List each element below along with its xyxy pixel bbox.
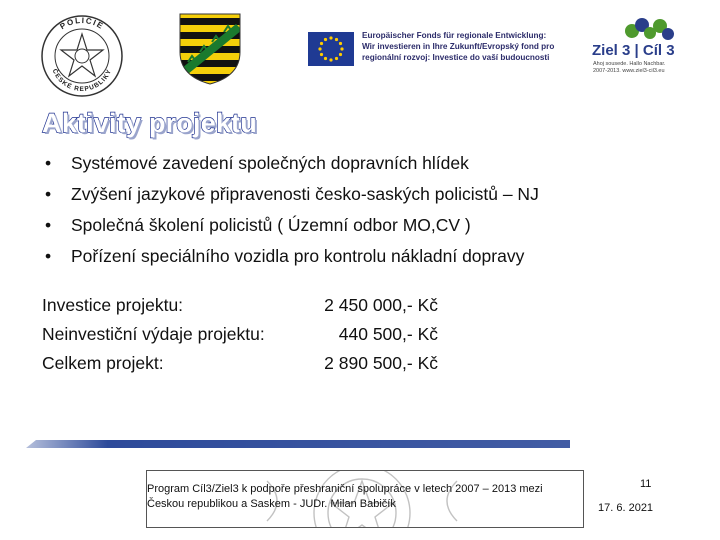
activity-item: • Společná školení policistů ( Územní odbor MO,CV ) bbox=[42, 210, 539, 241]
cost-label: Investice projektu: bbox=[42, 295, 184, 315]
cost-value: 2 890 500,- Kč bbox=[324, 353, 438, 373]
eu-fund-line: regionální rozvoj: Investice do vaší budoucnosti bbox=[362, 53, 550, 62]
police-logo-top-text: POLICIE bbox=[58, 15, 106, 32]
eu-fund-line: Europäischer Fonds für regionale Entwicklung: bbox=[362, 31, 547, 40]
activity-item: • Zvýšení jazykové připravenosti česko-saských policistů – NJ bbox=[42, 179, 539, 210]
ziel3-subtitle-line: Ahoj sousede. Hallo Nachbar. bbox=[593, 61, 666, 67]
eu-flag-icon bbox=[308, 32, 354, 66]
decorative-stripe bbox=[26, 440, 570, 448]
footer-line: Program Cíl3/Ziel3 k podpoře přeshraniční spolupráce v letech 2007 – 2013 mezi bbox=[147, 483, 543, 495]
activity-item: • Pořízení speciálního vozidla pro kontrolu nákladní dopravy bbox=[42, 241, 539, 272]
footer-box bbox=[146, 470, 584, 528]
cost-value: 2 450 000,- Kč bbox=[324, 295, 438, 315]
ziel3-title: Ziel 3 | Cíl 3 bbox=[592, 42, 675, 59]
cost-value: 440 500,- Kč bbox=[338, 324, 438, 344]
footer-line: Českou republikou a Saskem - JUDr. Milan Babičík bbox=[147, 498, 396, 510]
eu-fund-text bbox=[362, 30, 582, 63]
saxony-coat-of-arms-icon bbox=[178, 12, 242, 86]
eu-fund-line: Wir investieren in Ihre Zukunft/Evropský fond pro bbox=[362, 42, 555, 51]
activity-list bbox=[42, 148, 539, 272]
cost-label: Celkem projekt: bbox=[42, 353, 164, 373]
ziel3-subtitle bbox=[593, 61, 665, 75]
slide-number: 11 bbox=[640, 478, 652, 490]
ziel3-logo bbox=[590, 14, 710, 78]
footer-text bbox=[147, 482, 583, 512]
cost-label: Neinvestiční výdaje projektu: bbox=[42, 324, 265, 344]
eu-fund-banner bbox=[308, 30, 578, 72]
police-badge-icon bbox=[40, 14, 124, 98]
activity-item: • Systémové zavedení společných dopravních hlídek bbox=[42, 148, 539, 179]
ziel3-subtitle-line: 2007-2013. www.ziel3-cil3.eu bbox=[593, 68, 665, 74]
slide-title: Aktivity projektu bbox=[42, 108, 257, 138]
slide-date: 17. 6. 2021 bbox=[598, 502, 654, 514]
police-logo-bottom-text: ČESKÉ REPUBLIKY bbox=[50, 67, 114, 94]
ziel3-puzzle-logo-icon bbox=[620, 16, 676, 44]
